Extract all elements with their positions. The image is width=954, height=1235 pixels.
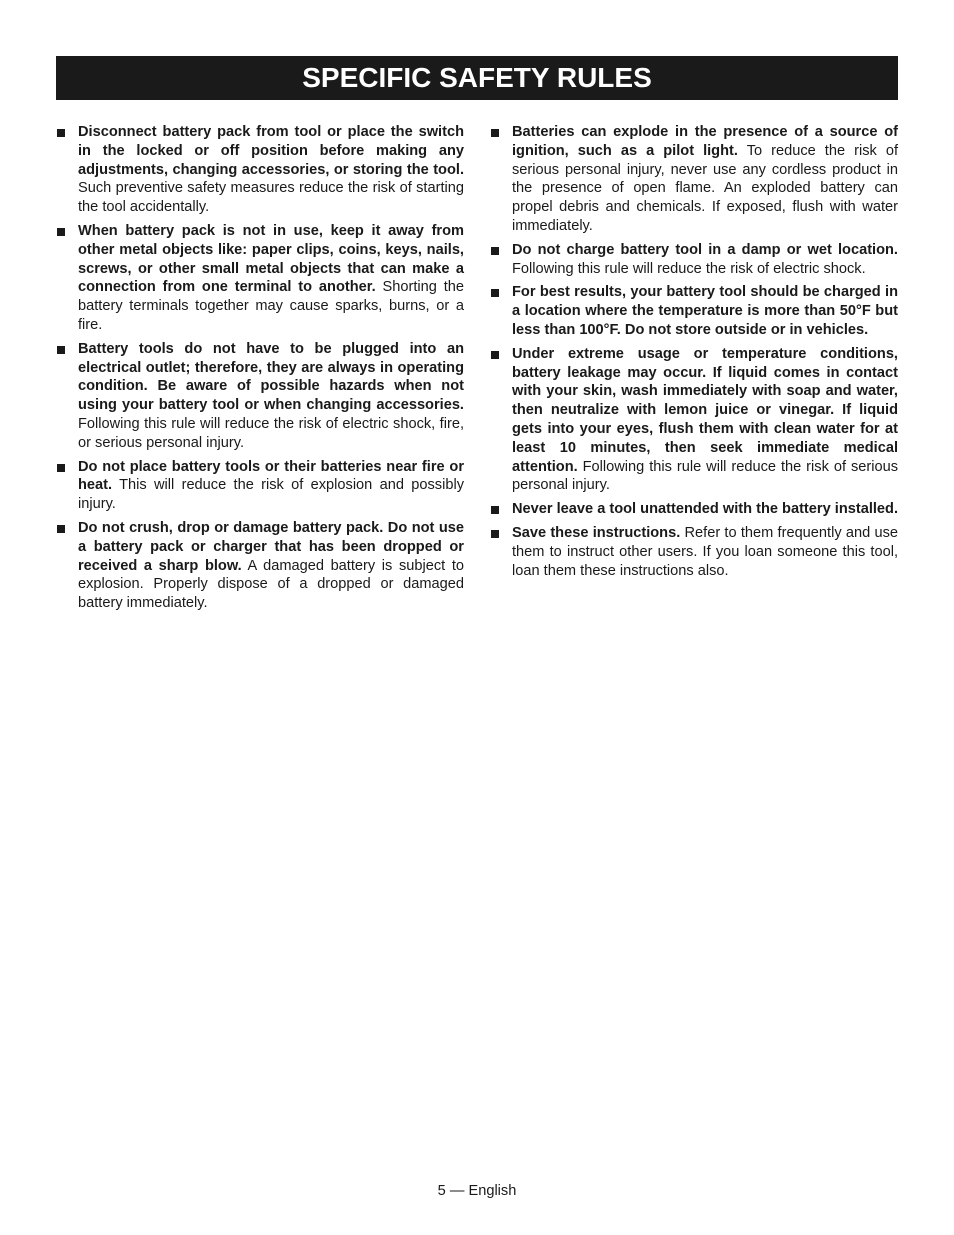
square-bullet-icon [491, 506, 499, 514]
safety-rule [56, 222, 464, 335]
square-bullet-icon [57, 346, 65, 354]
rule-text: Following this rule will reduce the risk of serious personal injury. [512, 458, 898, 494]
safety-rule [56, 519, 464, 613]
square-bullet-icon [57, 129, 65, 137]
left-column [56, 123, 464, 618]
rule-bold-text: Disconnect battery pack from tool or place the switch in the locked or off position before making any adjustments, changing accessories, or storing the tool. [78, 124, 464, 178]
rule-bold-text: Under extreme usage or temperature conditions, battery leakage may occur. If liquid comes in contact with your skin, wash immediately with soap and water, then neutralize with lemon juice or vinegar. If liquid gets into your eyes, flush them with clean water for at least 10 minutes, then seek immediate medical attention. [512, 345, 898, 475]
rule-bold-text: Batteries can explode in the presence of a source of ignition, such as a pilot light. [512, 124, 898, 159]
rule-text: This will reduce the risk of explosion and possibly injury. [78, 477, 464, 513]
safety-rule [490, 123, 898, 236]
page-footer: 5 — English [437, 1183, 517, 1199]
safety-rule [490, 283, 898, 339]
rule-bold-text: Do not place battery tools or their batteries near fire or heat. [78, 458, 464, 494]
rule-text: Following this rule will reduce the risk of electric shock. [512, 260, 866, 277]
right-column [490, 123, 898, 585]
rule-bold-text: Never leave a tool unattended with the battery installed. [512, 501, 899, 518]
square-bullet-icon [491, 530, 499, 538]
square-bullet-icon [491, 247, 499, 255]
rule-text: Refer to them frequently and use them to instruct other users. If you loan someone this tool, loan them these instructions also. [512, 524, 898, 579]
square-bullet-icon [491, 289, 499, 297]
safety-rule [490, 524, 898, 580]
rule-text: Following this rule will reduce the risk of electric shock, fire, or serious personal injury. [78, 415, 464, 451]
page-title: SPECIFIC SAFETY RULES [302, 62, 652, 93]
section-title-banner [56, 56, 898, 100]
rule-text: Such preventive safety measures reduce the risk of starting the tool accidentally. [78, 180, 464, 216]
rule-text: To reduce the risk of serious personal injury, never use any cordless product in the presence of open flame. An exploded battery can propel debris and chemicals. If exposed, flush with water immediately. [512, 142, 898, 234]
square-bullet-icon [491, 129, 499, 137]
safety-rule [490, 500, 898, 519]
square-bullet-icon [57, 464, 65, 472]
rule-bold-text: Battery tools do not have to be plugged into an electrical outlet; therefore, they are always in operating condition. Be aware of possible hazards when not using your battery tool or when changing accessories. [78, 340, 464, 414]
rule-bold-text: When battery pack is not in use, keep it away from other metal objects like: paper clips, coins, keys, nails, screws, or other small metal objects that can make a connection from one terminal to another. [78, 222, 464, 296]
safety-rule [56, 123, 464, 217]
safety-rule [56, 340, 464, 453]
rule-text: A damaged battery is subject to explosion. Properly dispose of a dropped or damaged battery immediately. [78, 557, 465, 612]
rule-bold-text: Do not charge battery tool in a damp or wet location. [512, 241, 898, 258]
rule-text: Shorting the battery terminals together may cause sparks, burns, or a fire. [78, 279, 464, 333]
safety-rule [56, 458, 464, 514]
rule-bold-text: Save these instructions. [512, 524, 681, 541]
rule-bold-text: Do not crush, drop or damage battery pack. Do not use a battery pack or charger that has been dropped or received a sharp blow. [78, 519, 464, 574]
square-bullet-icon [57, 525, 65, 533]
rule-bold-text: For best results, your battery tool should be charged in a location where the temperature is more than 50°F but less than 100°F. Do not store outside or in vehicles. [512, 284, 898, 338]
safety-rule [490, 345, 898, 495]
safety-rule [490, 241, 898, 279]
square-bullet-icon [57, 228, 65, 236]
square-bullet-icon [491, 351, 499, 359]
